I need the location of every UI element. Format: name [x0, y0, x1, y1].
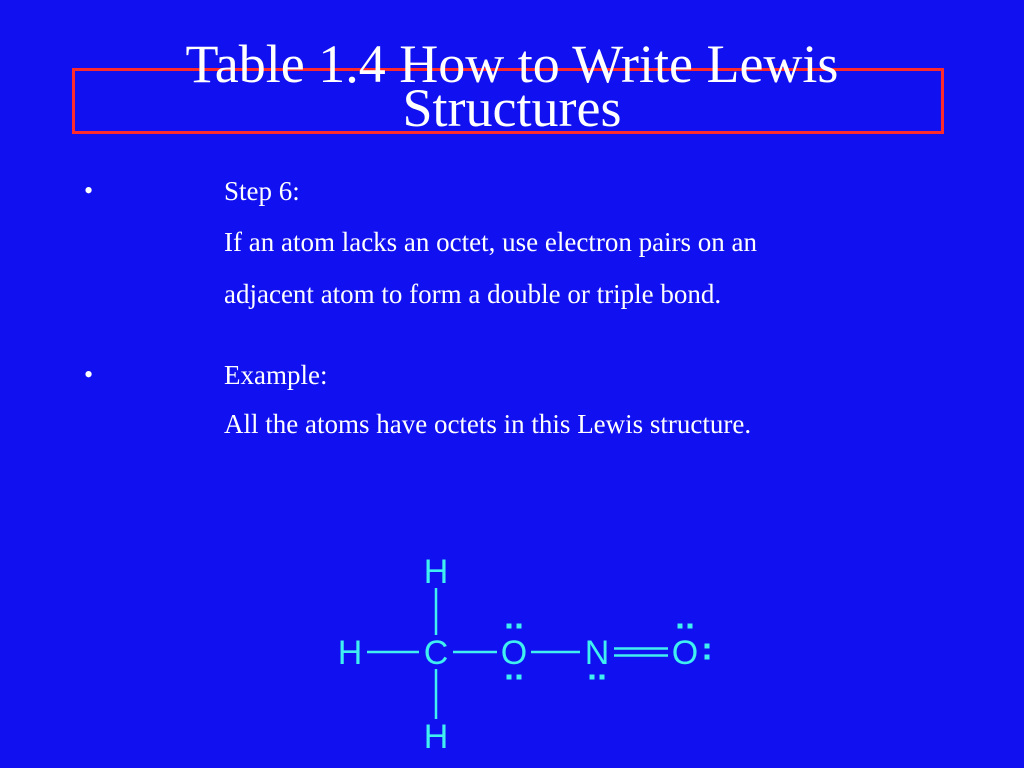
- atom-h-top: H: [423, 553, 449, 591]
- bullet-marker: •: [84, 360, 94, 389]
- atom-o-2: O: [671, 634, 699, 672]
- lone-pair-n-bottom-dot-1: [590, 675, 595, 680]
- lone-pair-o1-bottom-dot-1: [507, 675, 512, 680]
- lone-pair-o1-bottom-dot-2: [517, 675, 522, 680]
- atom-h-left: H: [337, 634, 363, 672]
- slide-title-line-2: Structures: [402, 78, 622, 138]
- lone-pair-o1-top-dot-2: [517, 624, 522, 629]
- lone-pair-o1-top-dot-1: [507, 624, 512, 629]
- step-heading: Step 6:: [224, 176, 300, 206]
- lone-pair-o2-right-dot-1: [705, 644, 710, 649]
- slide-title-line-1: Table 1.4 How to Write Lewis: [185, 34, 839, 94]
- lone-pair-n-bottom-dot-2: [600, 675, 605, 680]
- step-text-line-1: If an atom lacks an octet, use electron pairs on an: [224, 227, 758, 257]
- bullet-marker: •: [84, 176, 94, 205]
- atom-n: N: [584, 634, 610, 672]
- example-heading: Example:: [224, 360, 328, 390]
- atom-h-bottom: H: [423, 718, 449, 756]
- lone-pair-o2-right-dot-2: [705, 655, 710, 660]
- lone-pair-o2-top-dot-2: [688, 624, 693, 629]
- step-text-line-2: adjacent atom to form a double or triple bond.: [224, 279, 722, 309]
- lone-pair-o2-top-dot-1: [678, 624, 683, 629]
- atom-c: C: [423, 634, 449, 672]
- atom-o-1: O: [500, 634, 528, 672]
- example-text: All the atoms have octets in this Lewis structure.: [224, 409, 752, 439]
